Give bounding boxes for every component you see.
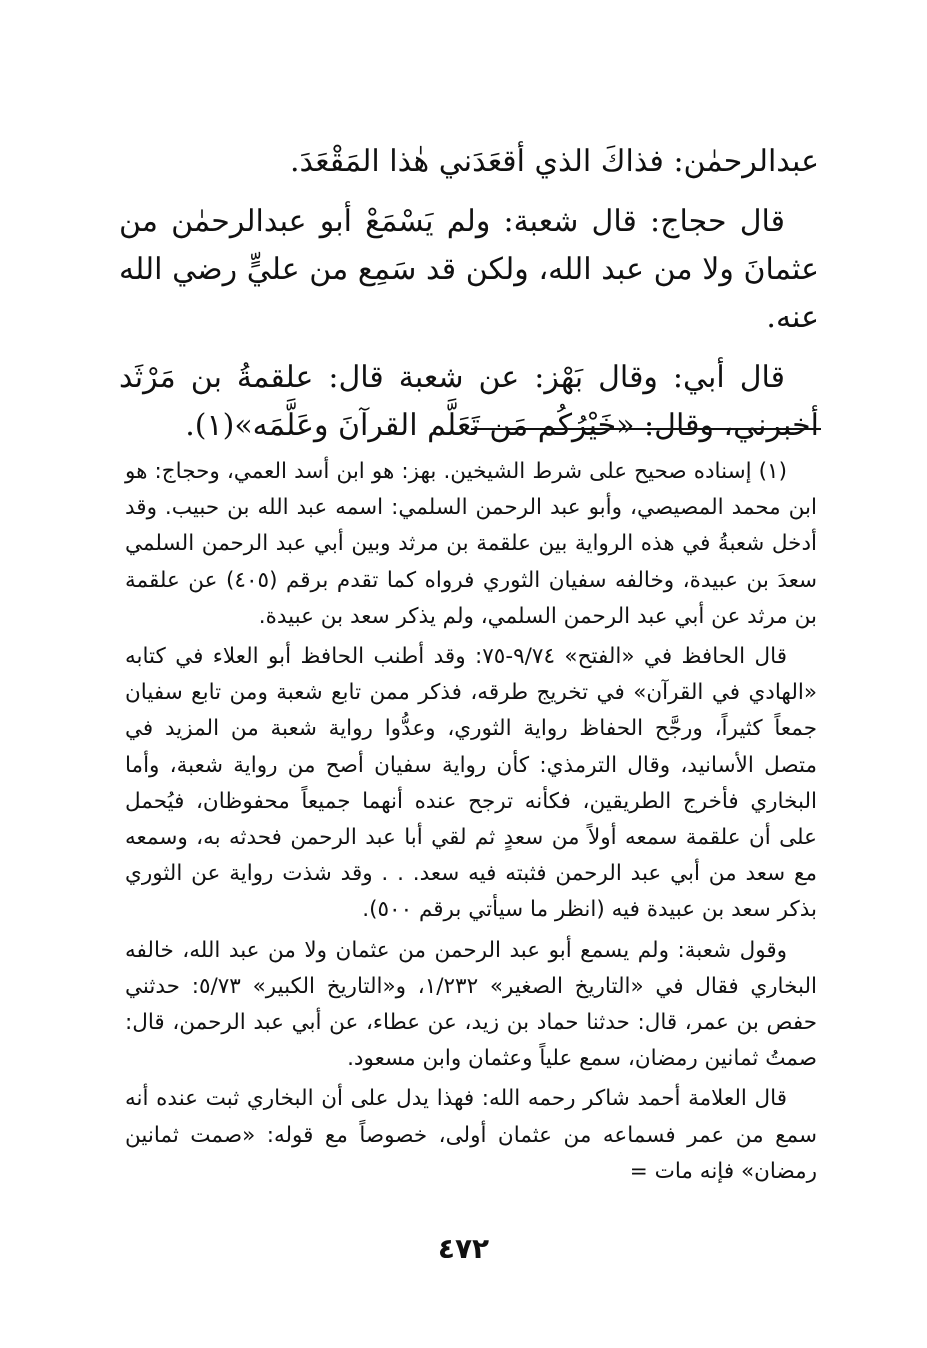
footnote-paragraph-3: وقول شعبة: ولم يسمع أبو عبد الرحمن من عثمان ولا من عبد الله، خالفه البخاري فقال في «التاريخ الصغير» ١/٢٣٢، و«التاريخ الكبير» ٥/٧٣: حدثني حفص بن عمر، قال: حدثنا حماد بن زيد، عن عطاء، عن أبي عبد الرحمن، قال: صمتُ ثمانين رمضان، سمع علياً وعثمان وابن مسعود. (125, 937, 817, 1072)
main-text (119, 138, 819, 462)
footnotes (125, 454, 817, 1194)
footnote-paragraph-2: قال الحافظ في «الفتح» ٩/٧٤-٧٥: وقد أطنب الحافظ أبو العلاء في كتابه «الهادي في القرآن» في تخريج طرقه، فذكر ممن تابع شعبة ومن تابع سفيان جمعاً كثيراً، ورجَّح الحفاظ رواية الثوري، وعدُّوا رواية شعبة من المزيد في متصل الأسانيد، وقال الترمذي: كأن رواية سفيان أصح من رواية شعبة، وأما البخاري فأخرج الطريقين، فكأنه ترجح عنده أنهما جميعاً محفوظان، فيُحمل على أن علقمة سمعه أولاً من سعدٍ ثم لقي أبا عبد الرحمن فحدثه به، وسمعه مع سعد من أبي عبد الرحمن فثبته فيه سعد. . . وقد شذت رواية عن الثوري بذكر سعد بن عبيدة فيه (انظر ما سيأتي برقم ٥٠٠). (125, 644, 817, 923)
footnote-separator (471, 428, 821, 430)
footnote-paragraph-4: قال العلامة أحمد شاكر رحمه الله: فهذا يدل على أن البخاري ثبت عنده أنه سمع من عمر فسماعه من عثمان أولى، خصوصاً مع قوله: «صمت ثمانين رمضان» فإنه مات = (125, 1086, 817, 1184)
footnote-paragraph-1: (١) إسناده صحيح على شرط الشيخين. بهز: هو ابن أسد العمي، وحجاج: هو ابن محمد المصيصي، وأبو عبد الرحمن السلمي: اسمه عبد الله بن حبيب. وقد أدخل شعبةُ في هذه الرواية بين علقمة بن مرثد وبين أبي عبد الرحمن السلمي سعدَ بن عبيدة، وخالفه سفيان الثوري فرواه كما تقدم برقم (٤٠٥) عن علقمة بن مرثد عن أبي عبد الرحمن السلمي، ولم يذكر سعد بن عبيدة. (125, 459, 818, 629)
main-paragraph-1: عبدالرحمٰن: فذاكَ الذي أقعَدَني هٰذا المَقْعَدَ. (290, 144, 819, 179)
page-number: ٤٧٢ (437, 1232, 490, 1265)
main-paragraph-2: قال حجاج: قال شعبة: ولم يَسْمَعْ أبو عبدالرحمٰن من عثمانَ ولا من عبد الله، ولكن قد سَمِع من عليٍّ رضي الله عنه. (119, 204, 819, 335)
main-paragraph-3: قال أبي: وقال بَهْز: عن شعبة قال: علقمةُ بن مَرْثَد أخبرني، وقال: «خَيْرُكُم مَن تَعَلَّم القرآنَ وعَلَّمَه»(١). (119, 360, 819, 443)
